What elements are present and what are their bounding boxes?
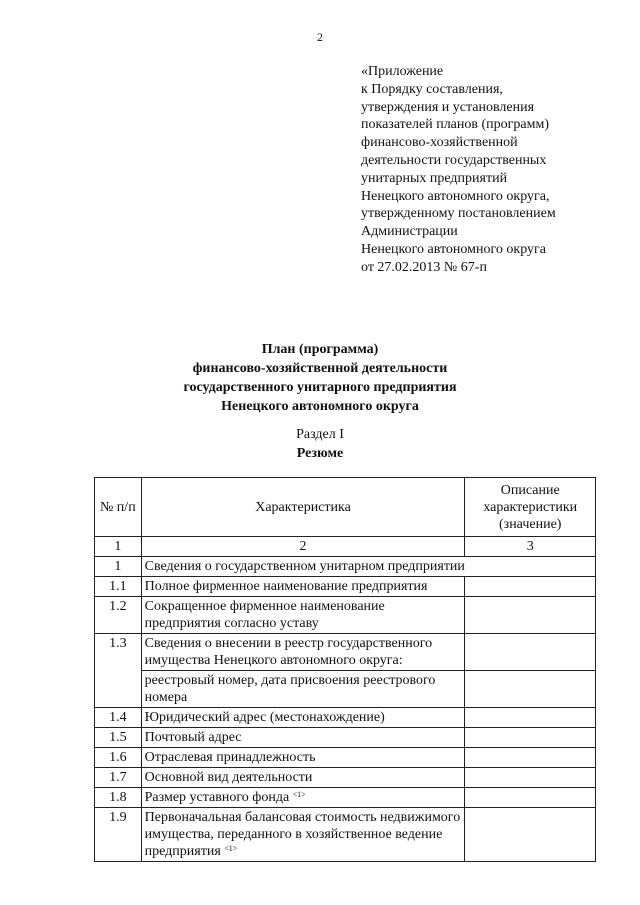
appendix-line: «Приложение <box>361 64 444 79</box>
row-number: 1.4 <box>95 708 142 728</box>
plan-title <box>0 340 640 416</box>
table-row <box>95 671 596 708</box>
row-value-cell <box>465 577 596 597</box>
section-name: Резюме <box>296 446 344 461</box>
row-characteristic <box>141 808 465 862</box>
row-number <box>95 671 142 708</box>
table-header-row <box>95 478 596 537</box>
plan-title-line: План (программа) <box>261 342 379 357</box>
table-row <box>95 597 596 634</box>
appendix-line: Ненецкого автономного округа, <box>361 188 550 204</box>
table-row <box>95 557 596 577</box>
row-characteristic: Основной вид деятельности <box>141 768 465 788</box>
row-characteristic: реестровый номер, дата присвоения реестрового номера <box>141 671 465 708</box>
summary-table <box>94 477 596 862</box>
row-characteristic: Почтовый адрес <box>141 728 465 748</box>
appendix-line: к Порядку составления, <box>361 81 503 97</box>
row-number: 1.5 <box>95 728 142 748</box>
appendix-line: Ненецкого автономного округа <box>361 241 546 257</box>
row-number: 1.1 <box>95 577 142 597</box>
row-characteristic: Полное фирменное наименование предприятия <box>141 577 465 597</box>
page-number: 2 <box>317 30 323 44</box>
footnote-ref: <1> <box>224 844 238 853</box>
appendix-line: деятельности государственных <box>361 152 547 168</box>
table-row <box>95 708 596 728</box>
plan-title-line: государственного унитарного предприятия <box>183 380 457 395</box>
row-characteristic: Сокращенное фирменное наименование предприятия согласно уставу <box>141 597 465 634</box>
section-heading <box>0 425 640 463</box>
row-text: Размер уставного фонда <box>144 790 290 805</box>
row-value-cell <box>465 708 596 728</box>
row-number: 1.7 <box>95 768 142 788</box>
header-num: № п/п <box>95 478 142 537</box>
row-value-cell <box>465 808 596 862</box>
row-value-cell <box>465 788 596 808</box>
row-characteristic: Сведения о внесении в реестр государственного имущества Ненецкого автономного округа: <box>141 634 465 671</box>
table-row <box>95 577 596 597</box>
appendix-line: унитарных предприятий <box>361 170 508 186</box>
table-row <box>95 768 596 788</box>
row-text: Первоначальная балансовая стоимость недвижимого имущества, переданного в хозяйственное ведение предприятия <box>144 810 461 859</box>
plan-title-line: Ненецкого автономного округа <box>221 399 419 414</box>
table-row <box>95 748 596 768</box>
row-value-cell <box>465 597 596 634</box>
table-row <box>95 808 596 862</box>
row-characteristic: Сведения о государственном унитарном предприятии <box>141 557 595 577</box>
row-number: 1 <box>95 557 142 577</box>
row-number: 1.6 <box>95 748 142 768</box>
table-row <box>95 634 596 671</box>
row-value-cell <box>465 671 596 708</box>
row-value-cell <box>465 728 596 748</box>
row-number: 1.2 <box>95 597 142 634</box>
table-row <box>95 728 596 748</box>
header-value: Описание характеристики (значение) <box>465 478 596 537</box>
header-characteristic: Характеристика <box>141 478 465 537</box>
appendix-line: утверждения и установления <box>361 99 535 115</box>
row-number: 1.8 <box>95 788 142 808</box>
appendix-line: Администрации <box>361 224 458 240</box>
section-label: Раздел I <box>296 427 344 442</box>
appendix-line: от 27.02.2013 № 67-п <box>361 259 487 275</box>
column-number: 3 <box>465 537 596 557</box>
column-number: 1 <box>95 537 142 557</box>
row-value-cell <box>465 748 596 768</box>
row-number: 1.3 <box>95 634 142 671</box>
column-number-row <box>95 537 596 557</box>
row-value-cell <box>465 768 596 788</box>
plan-title-line: финансово-хозяйственной деятельности <box>192 361 448 376</box>
row-characteristic: Отраслевая принадлежность <box>141 748 465 768</box>
row-characteristic <box>141 788 465 808</box>
row-value-cell <box>465 634 596 671</box>
appendix-line: показателей планов (программ) <box>361 117 549 133</box>
table-row <box>95 788 596 808</box>
row-number: 1.9 <box>95 808 142 862</box>
appendix-line: утвержденному постановлением <box>361 206 556 222</box>
appendix-block <box>361 63 621 277</box>
appendix-line: финансово-хозяйственной <box>361 135 518 151</box>
row-characteristic: Юридический адрес (местонахождение) <box>141 708 465 728</box>
footnote-ref: <1> <box>292 790 306 799</box>
column-number: 2 <box>141 537 465 557</box>
